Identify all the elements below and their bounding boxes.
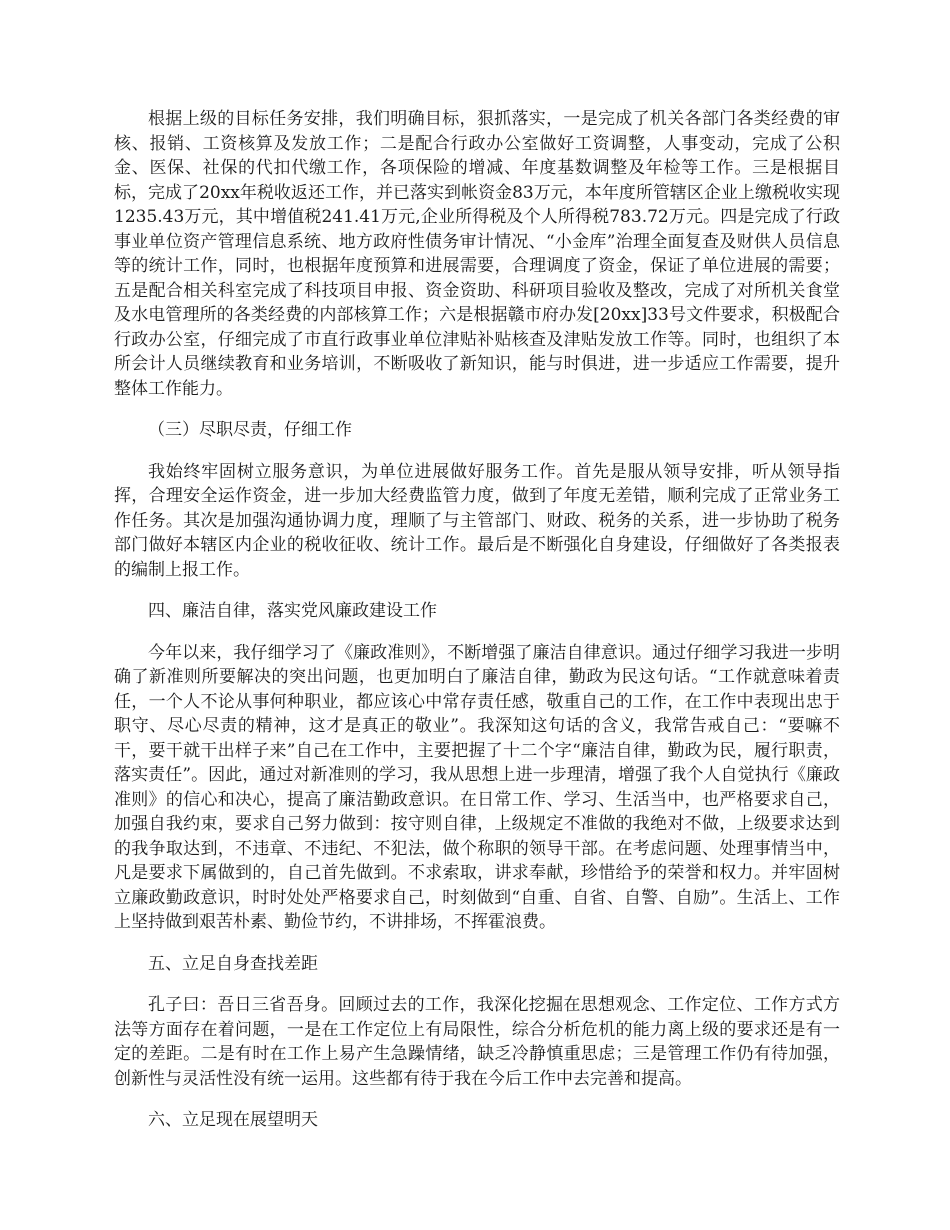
paragraph-budget-work: 根据上级的目标任务安排，我们明确目标，狠抓落实，一是完成了机关各部门各类经费的审核、报销、工资核算及发放工作；二是配合行政办公室做好工资调整，人事变动，完成了公积金、医保、社保的代扣代缴工作，各项保险的增减、年度基数调整及年检等工作。三是根据目标，完成了20xx年税收返还工作，并已落实到帐资金83万元，本年度所管辖区企业上缴税收实现1235.43万元，其中增值税241.41万元,企业所得税及个人所得税783.72万元。四是完成了行政事业单位资产管理信息系统、地方政府性债务审计情况、“小金库”治理全面复查及财供人员信息等的统计工作，同时，也根据年度预算和进展需要，合理调度了资金，保证了单位进展的需要；五是配合相关科室完成了科技项目申报、资金资助、科研项目验收及整改，完成了对所机关食堂及水电管理所的各类经费的内部核算工作；六是根据赣市府办发[20xx]33号文件要求，积极配合行政办公室，仔细完成了市直行政事业单位津贴补贴核查及津贴发放工作等。同时，也组织了本所会计人员继续教育和业务培训，不断吸收了新知识，能与时俱进，进一步适应工作需要，提升整体工作能力。	[114, 109, 840, 399]
paragraph-service: 我始终牢固树立服务意识，为单位进展做好服务工作。首先是服从领导安排，听从领导指挥，合理安全运作资金，进一步加大经费监管力度，做到了年度无差错，顺利完成了正常业务工作任务。其次是加强沟通协调力度，理顺了与主管部门、财政、税务的关系，进一步协助了税务部门做好本辖区内企业的税收征收、统计工作。最后是不断强化自身建设，仔细做好了各类报表的编制上报工作。	[114, 461, 840, 580]
section-heading-6: 六、立足现在展望明天	[148, 1110, 318, 1130]
paragraph-integrity: 今年以来，我仔细学习了《廉政准则》，不断增强了廉洁自律意识。通过仔细学习我进一步明确了新准则所要解决的突出问题，也更加明白了廉洁自律，勤政为民这句话。“工作就意味着责任，一个人不论从事何种职业，都应该心中常存责任感，敬重自己的工作，在工作中表现出忠于职守、尽心尽责的精神，这才是真正的敬业”。我深知这句话的含义，我常告戒自己：“要嘛不干，要干就干出样子来”自己在工作中，主要把握了十二个字“廉洁自律，勤政为民，履行职责，落实责任”。因此，通过对新准则的学习，我从思想上进一步理清，增强了我个人自觉执行《廉政准则》的信心和决心，提高了廉洁勤政意识。在日常工作、学习、生活当中，也严格要求自己，加强自我约束，要求自己努力做到：按守则自律，上级规定不准做的我绝对不做，上级要求达到的我争取达到，不违章、不违纪、不犯法，做个称职的领导干部。在考虑问题、处理事情当中，凡是要求下属做到的，自己首先做到。不求索取，讲求奉献，珍惜给予的荣誉和权力。并牢固树立廉政勤政意识，时时处处严格要求自己，时刻做到“自重、自省、自警、自励”。生活上、工作上坚持做到艰苦朴素、勤俭节约，不讲排场，不挥霍浪费。	[114, 642, 840, 932]
document-body	[114, 107, 840, 1133]
section-heading-3: （三）尽职尽责，仔细工作	[148, 420, 352, 440]
section-heading-4: 四、廉洁自律，落实党风廉政建设工作	[148, 601, 437, 621]
section-heading-5: 五、立足自身查找差距	[148, 953, 318, 974]
paragraph-self-review: 孔子曰：吾日三省吾身。回顾过去的工作，我深化挖掘在思想观念、工作定位、工作方式方法等方面存在着问题，一是在工作定位上有局限性，综合分析危机的能力离上级的要求还是有一定的差距。二是有时在工作上易产生急躁情绪，缺乏冷静慎重思虑；三是管理工作仍有待加强，创新性与灵活性没有统一运用。这些都有待于我在今后工作中去完善和提高。	[114, 995, 840, 1089]
